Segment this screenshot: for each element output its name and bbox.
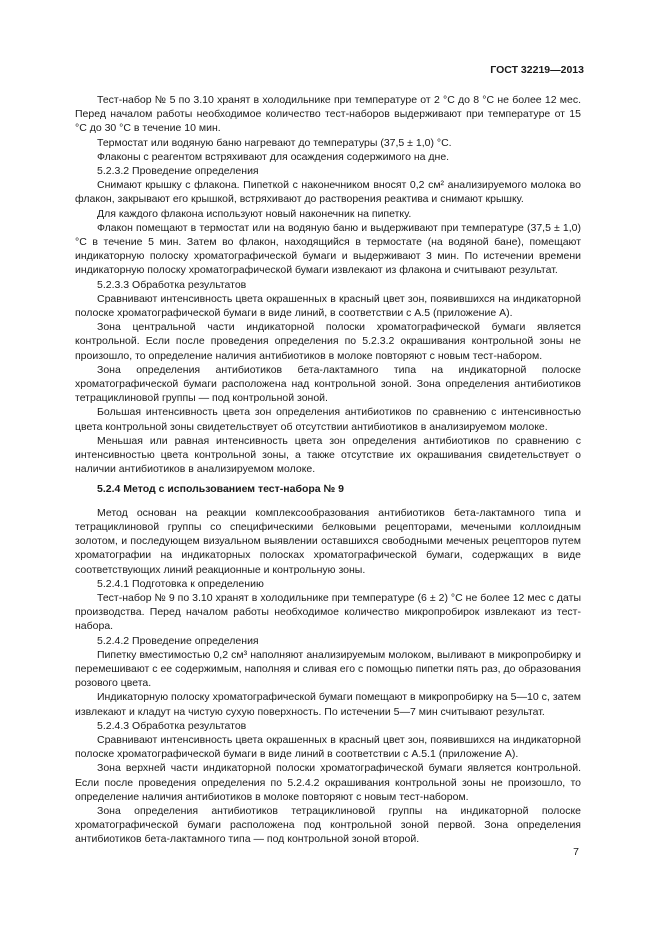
paragraph: Для каждого флакона используют новый наконечник на пипетку. xyxy=(97,207,412,220)
document-body xyxy=(75,93,581,847)
paragraph: Индикаторную полоску хроматографической бумаги помещают в микропробирку на 5—10 с, затем извлекают и кладут на чистую сухую поверхность. По истечении 5—7 мин считывают результат. xyxy=(75,691,581,718)
paragraph: Метод основан на реакции комплексообразования антибиотиков бета-лактамного типа и тетрациклиновой группы со специфическими белковыми рецепторами, мечеными коллоидным золотом, и последующем визуальном выявлении оставшихся свободными меченых рецепторов путем хроматографии на индикаторных полосках хроматографической бумаги, содержащих в виде соответствующих линий реакционные и контрольную зоны. xyxy=(75,506,581,576)
paragraph: Флакон помещают в термостат или на водяную баню и выдерживают при температуре (37,5 ± 1,0) °С в течение 5 мин. Затем во флакон, находящийся в термостате (на водяной бане), помещают индикаторную полоску хроматографической бумаги и выдерживают 3 мин. По истечении времени индикаторную полоску хроматографической бумаги извлекают из флакона и считывают результат. xyxy=(75,221,581,277)
paragraph: Зона центральной части индикаторной полоски хроматографической бумаги является контрольной. Если после проведения определения по 5.2.3.2 окрашивания контрольной зоны не произошло, то определение наличия антибиотиков в молоке повторяют с новым тест-набором. xyxy=(75,321,581,362)
paragraph: Зона верхней части индикаторной полоски хроматографической бумаги является контрольной. Если после проведения определения по 5.2.4.2 окрашивания контрольной зоны не произошло, то определение наличия антибиотиков в молоке повторяют с новым тест-набором. xyxy=(75,762,581,803)
page-number: 7 xyxy=(573,846,579,858)
paragraph: Сравнивают интенсивность цвета окрашенных в красный цвет зон, появившихся на индикаторной полоске хроматографической бумаги в виде линий, в соответствии с А.5 (приложение А). xyxy=(75,292,581,320)
paragraph: Термостат или водяную баню нагревают до температуры (37,5 ± 1,0) °С. xyxy=(97,136,452,149)
subsection-heading: 5.2.3.3 Обработка результатов xyxy=(97,278,247,291)
section-heading: 5.2.4 Метод с использованием тест-набора № 9 xyxy=(97,483,344,496)
paragraph: Зона определения антибиотиков бета-лактамного типа на индикаторной полоске хроматографической бумаги расположена над контрольной зоной. Зона определения антибиотиков тетрациклиновой группы — под контрольной зоной. xyxy=(75,363,581,405)
paragraph: Сравнивают интенсивность цвета окрашенных в красный цвет зон, появившихся на индикаторной полоске хроматографической бумаги в виде линий в соответствии с А.5.1 (приложение А). xyxy=(75,733,581,761)
paragraph: Меньшая или равная интенсивность цвета зон определения антибиотиков по сравнению с интенсивностью цвета контрольной зоны, а также отсутствие их окрашивания свидетельствует о наличии антибиотиков в анализируемом молоке. xyxy=(75,434,581,476)
paragraph: Большая интенсивность цвета зон определения антибиотиков по сравнению с интенсивностью цвета контрольной зоны свидетельствует об отсутствии антибиотиков в анализируемом молоке. xyxy=(75,406,581,433)
subsection-heading: 5.2.4.2 Проведение определения xyxy=(97,634,259,647)
paragraph: Тест-набор № 9 по 3.10 хранят в холодильнике при температуре (6 ± 2) °С не более 12 мес с даты производства. Перед началом работы необходимое количество микропробирок извлекают из тест-набора. xyxy=(75,591,581,633)
subsection-heading: 5.2.4.3 Обработка результатов xyxy=(97,719,247,732)
paragraph: Флаконы с реагентом встряхивают для осаждения содержимого на дне. xyxy=(97,150,450,163)
subsection-heading: 5.2.4.1 Подготовка к определению xyxy=(97,577,264,590)
document-header: ГОСТ 32219—2013 xyxy=(490,64,584,76)
paragraph: Тест-набор № 5 по 3.10 хранят в холодильнике при температуре от 2 °С до 8 °С не более 12 мес. Перед началом работы необходимое количество тест-наборов выдерживают при температуре от 15 °С до 30 °С в течение 10 мин. xyxy=(75,94,581,135)
paragraph: Зона определения антибиотиков тетрациклиновой группы на индикаторной полоске хроматографической бумаги расположена под контрольной зоной первой. Зона определения антибиотиков бета-лактамного типа — под контрольной зоной второй. xyxy=(75,804,581,846)
paragraph: Пипетку вместимостью 0,2 см³ наполняют анализируемым молоком, выливают в микропробирку и перемешивают с ее содержимым, наполняя и сливая его с помощью пипетки пять раз, до образования розового цвета. xyxy=(75,648,581,690)
paragraph: Снимают крышку с флакона. Пипеткой с наконечником вносят 0,2 см² анализируемого молока во флакон, закрывают его крышкой, встряхивают до растворения реактива и снимают крышку. xyxy=(75,179,581,206)
subsection-heading: 5.2.3.2 Проведение определения xyxy=(97,165,259,178)
